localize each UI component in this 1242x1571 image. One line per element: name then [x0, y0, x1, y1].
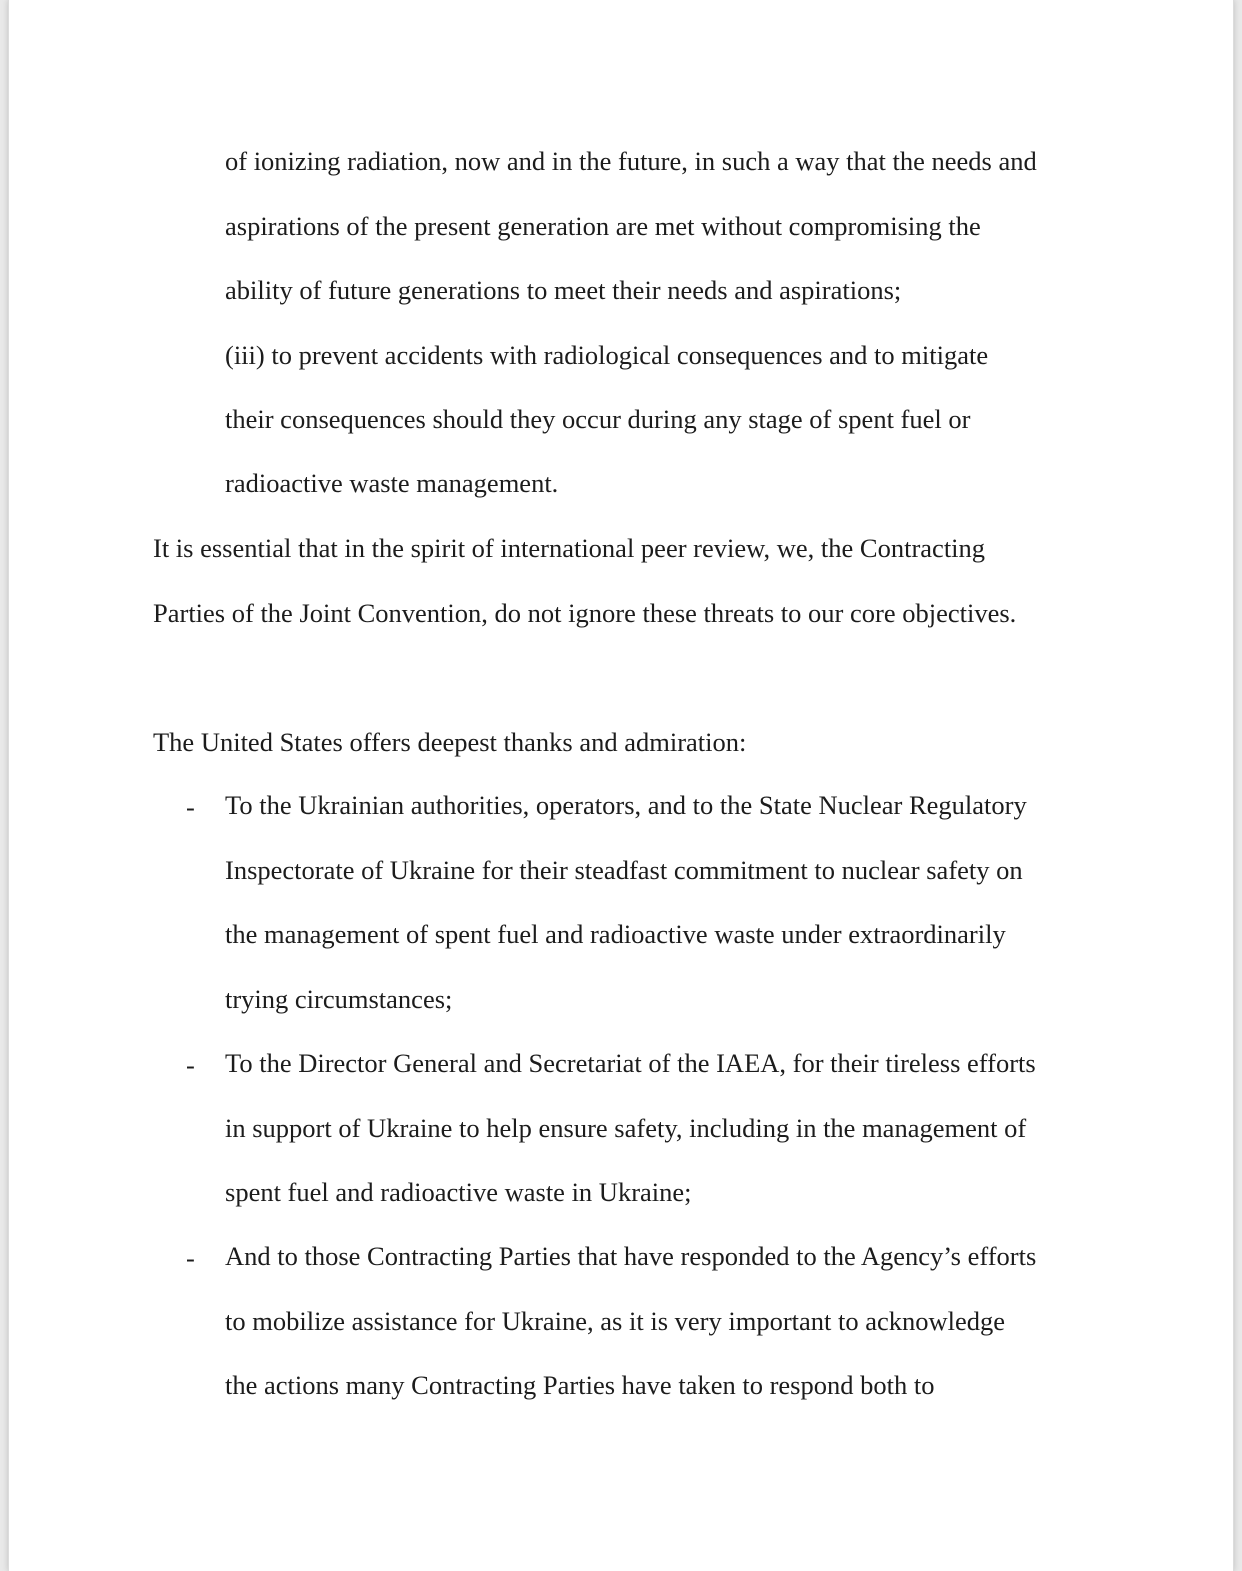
- bullet-marker: -: [186, 1050, 195, 1080]
- paragraph-line: It is essential that in the spirit of international peer review, we, the Contracting: [153, 533, 986, 563]
- bullet-line: trying circumstances;: [225, 984, 453, 1014]
- bullet-line: the actions many Contracting Parties have taken to respond both to: [225, 1370, 935, 1400]
- text-line: of ionizing radiation, now and in the future, in such a way that the needs and: [225, 146, 1037, 176]
- bullet-line: to mobilize assistance for Ukraine, as it is very important to acknowledge: [225, 1306, 1006, 1336]
- document-page: [8, 0, 1234, 1571]
- bullet-line: And to those Contracting Parties that have responded to the Agency’s efforts: [225, 1241, 1037, 1271]
- bullet-marker: -: [186, 792, 195, 822]
- bullet-line: Inspectorate of Ukraine for their steadfast commitment to nuclear safety on: [225, 855, 1023, 885]
- text-line: radioactive waste management.: [225, 468, 559, 498]
- bullet-line: the management of spent fuel and radioactive waste under extraordinarily: [225, 919, 1006, 949]
- bullet-line: spent fuel and radioactive waste in Ukraine;: [225, 1177, 692, 1207]
- paragraph-intro: The United States offers deepest thanks and admiration:: [153, 727, 747, 757]
- bullet-marker: -: [186, 1243, 195, 1273]
- bullet-line: in support of Ukraine to help ensure safety, including in the management of: [225, 1113, 1027, 1143]
- bullet-line: To the Director General and Secretariat of the IAEA, for their tireless efforts: [225, 1048, 1036, 1078]
- bullet-line: To the Ukrainian authorities, operators, and to the State Nuclear Regulatory: [225, 790, 1027, 820]
- text-line: aspirations of the present generation are met without compromising the: [225, 211, 981, 241]
- text-line: their consequences should they occur during any stage of spent fuel or: [225, 404, 971, 434]
- paragraph-line: Parties of the Joint Convention, do not ignore these threats to our core objectives.: [153, 598, 1017, 628]
- text-line: (iii) to prevent accidents with radiological consequences and to mitigate: [225, 340, 989, 370]
- text-line: ability of future generations to meet their needs and aspirations;: [225, 275, 902, 305]
